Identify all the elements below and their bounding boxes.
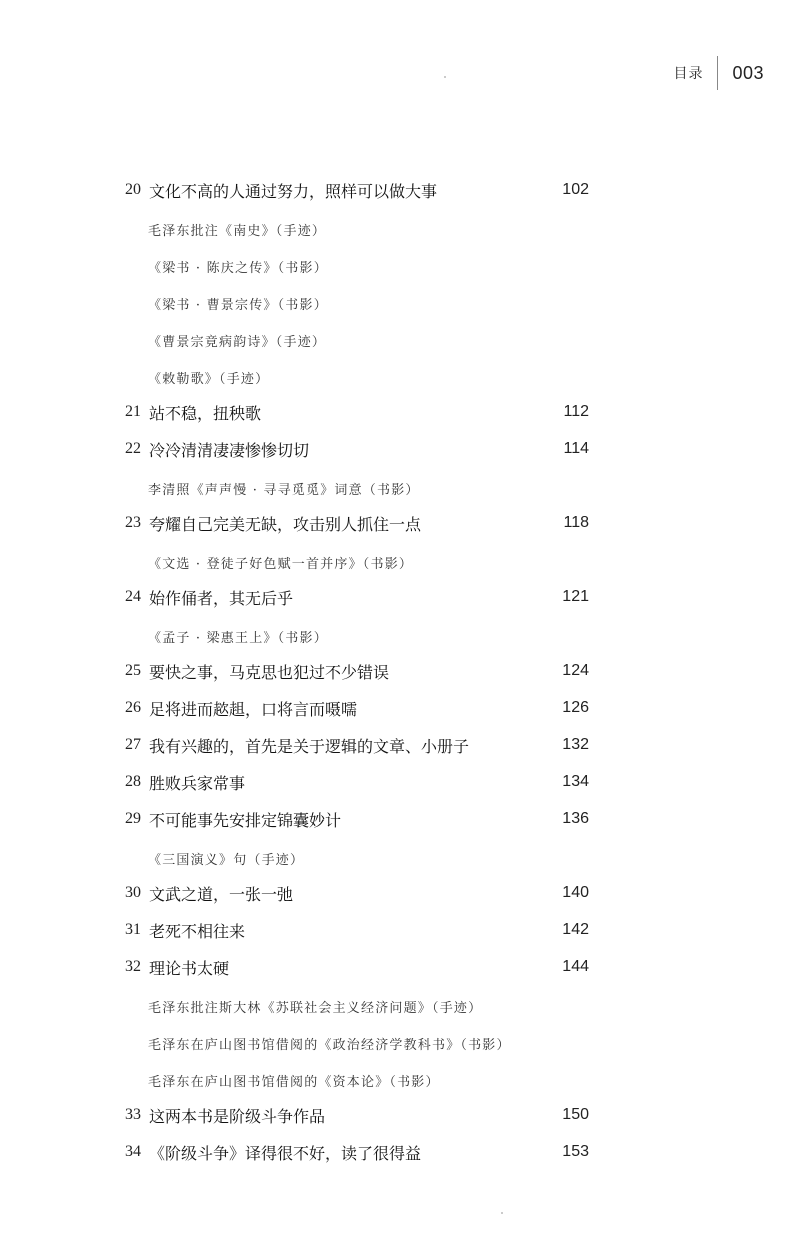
- toc-entry-number: 31: [125, 921, 141, 938]
- toc-entry-page: 136: [562, 810, 589, 827]
- toc-entry[interactable]: [0, 657, 800, 694]
- toc-subentry[interactable]: [0, 287, 800, 324]
- toc-entry[interactable]: [0, 583, 800, 620]
- toc-subentry[interactable]: [0, 361, 800, 398]
- toc-subentry[interactable]: [0, 990, 800, 1027]
- toc-entry-title: 站不稳，扭秧歌: [149, 404, 262, 423]
- toc-entry-title: 《阶级斗争》译得很不好，读了很得益: [149, 1144, 422, 1163]
- toc-entry-number: 32: [125, 958, 141, 975]
- toc-entry-title: 冷冷清清凄凄惨惨切切: [149, 441, 310, 460]
- toc-entry-number: 27: [125, 736, 141, 753]
- toc-subentry-text: 毛泽东批注斯大林《苏联社会主义经济问题》（手迹）: [148, 1001, 483, 1016]
- toc-entry[interactable]: [0, 1138, 800, 1175]
- toc-entry-title: 始作俑者，其无后乎: [149, 589, 294, 608]
- toc-entry-number: 30: [125, 884, 141, 901]
- paper-speck: [501, 1212, 503, 1214]
- toc-entry-title: 不可能事先安排定锦囊妙计: [149, 811, 342, 830]
- toc-subentry-text: 毛泽东批注《南史》（手迹）: [148, 224, 327, 239]
- header-divider: [717, 56, 718, 90]
- toc-entry[interactable]: [0, 731, 800, 768]
- toc-entry-number: 29: [125, 810, 141, 827]
- running-header: [673, 58, 764, 88]
- toc-entry-number: 34: [125, 1143, 141, 1160]
- table-of-contents: [0, 176, 800, 1175]
- toc-entry-page: 118: [563, 514, 589, 531]
- toc-subentry[interactable]: [0, 250, 800, 287]
- toc-entry[interactable]: [0, 879, 800, 916]
- toc-entry[interactable]: [0, 176, 800, 213]
- toc-subentry-text: 李清照《声声慢 · 寻寻觅觅》词意（书影）: [148, 483, 420, 498]
- toc-subentry[interactable]: [0, 213, 800, 250]
- toc-subentry-text: 毛泽东在庐山图书馆借阅的《资本论》（书影）: [148, 1075, 440, 1090]
- toc-entry[interactable]: [0, 1101, 800, 1138]
- toc-entry[interactable]: [0, 509, 800, 546]
- paper-speck: [444, 76, 446, 78]
- toc-entry-title: 文化不高的人通过努力，照样可以做大事: [149, 182, 438, 201]
- toc-entry-number: 23: [125, 514, 141, 531]
- toc-entry[interactable]: [0, 398, 800, 435]
- toc-entry-number: 22: [125, 440, 141, 457]
- toc-entry-page: 134: [562, 773, 589, 790]
- toc-subentry[interactable]: [0, 1064, 800, 1101]
- toc-entry-number: 26: [125, 699, 141, 716]
- toc-entry[interactable]: [0, 805, 800, 842]
- toc-subentry[interactable]: [0, 1027, 800, 1064]
- toc-entry-title: 要快之事，马克思也犯过不少错误: [149, 663, 390, 682]
- toc-entry-page: 121: [562, 588, 589, 605]
- toc-entry-number: 28: [125, 773, 141, 790]
- header-section-title: 目录: [673, 66, 704, 82]
- toc-subentry-text: 《曹景宗竟病韵诗》（手迹）: [148, 335, 327, 350]
- toc-subentry-text: 《文选 · 登徒子好色赋一首并序》（书影）: [148, 557, 414, 572]
- toc-entry[interactable]: [0, 768, 800, 805]
- toc-entry[interactable]: [0, 694, 800, 731]
- toc-entry[interactable]: [0, 435, 800, 472]
- toc-entry-title: 我有兴趣的，首先是关于逻辑的文章、小册子: [149, 737, 470, 756]
- toc-entry-number: 25: [125, 662, 141, 679]
- toc-entry-title: 胜败兵家常事: [149, 774, 246, 793]
- toc-entry-page: 126: [562, 699, 589, 716]
- toc-entry-title: 足将进而趑趄，口将言而嗫嚅: [149, 700, 358, 719]
- toc-entry-number: 21: [125, 403, 141, 420]
- toc-subentry-text: 《敕勒歌》（手迹）: [148, 372, 270, 387]
- toc-entry-number: 33: [125, 1106, 141, 1123]
- toc-entry-page: 150: [562, 1106, 589, 1123]
- toc-entry-page: 112: [563, 403, 589, 420]
- toc-entry-number: 24: [125, 588, 141, 605]
- toc-entry-title: 夸耀自己完美无缺，攻击别人抓住一点: [149, 515, 422, 534]
- toc-entry-title: 老死不相往来: [149, 922, 246, 941]
- toc-entry-number: 20: [125, 181, 141, 198]
- toc-entry-title: 理论书太硬: [149, 959, 230, 978]
- toc-subentry[interactable]: [0, 546, 800, 583]
- toc-entry-page: 132: [562, 736, 589, 753]
- toc-entry-page: 102: [562, 181, 589, 198]
- header-page-number: 003: [732, 62, 764, 83]
- toc-subentry[interactable]: [0, 324, 800, 361]
- toc-subentry[interactable]: [0, 620, 800, 657]
- toc-subentry-text: 毛泽东在庐山图书馆借阅的《政治经济学教科书》（书影）: [148, 1038, 511, 1053]
- toc-entry-page: 114: [563, 440, 589, 457]
- toc-subentry-text: 《三国演义》句（手迹）: [148, 853, 305, 868]
- toc-entry-page: 144: [562, 958, 589, 975]
- toc-entry[interactable]: [0, 916, 800, 953]
- toc-entry-page: 140: [562, 884, 589, 901]
- toc-entry-page: 142: [562, 921, 589, 938]
- toc-subentry-text: 《孟子 · 梁惠王上》（书影）: [148, 631, 328, 646]
- toc-entry-title: 这两本书是阶级斗争作品: [149, 1107, 326, 1126]
- toc-subentry-text: 《梁书 · 曹景宗传》（书影）: [148, 298, 328, 313]
- toc-subentry-text: 《梁书 · 陈庆之传》（书影）: [148, 261, 328, 276]
- toc-entry[interactable]: [0, 953, 800, 990]
- toc-subentry[interactable]: [0, 472, 800, 509]
- toc-subentry[interactable]: [0, 842, 800, 879]
- toc-entry-page: 124: [562, 662, 589, 679]
- toc-entry-title: 文武之道，一张一弛: [149, 885, 294, 904]
- toc-entry-page: 153: [562, 1143, 589, 1160]
